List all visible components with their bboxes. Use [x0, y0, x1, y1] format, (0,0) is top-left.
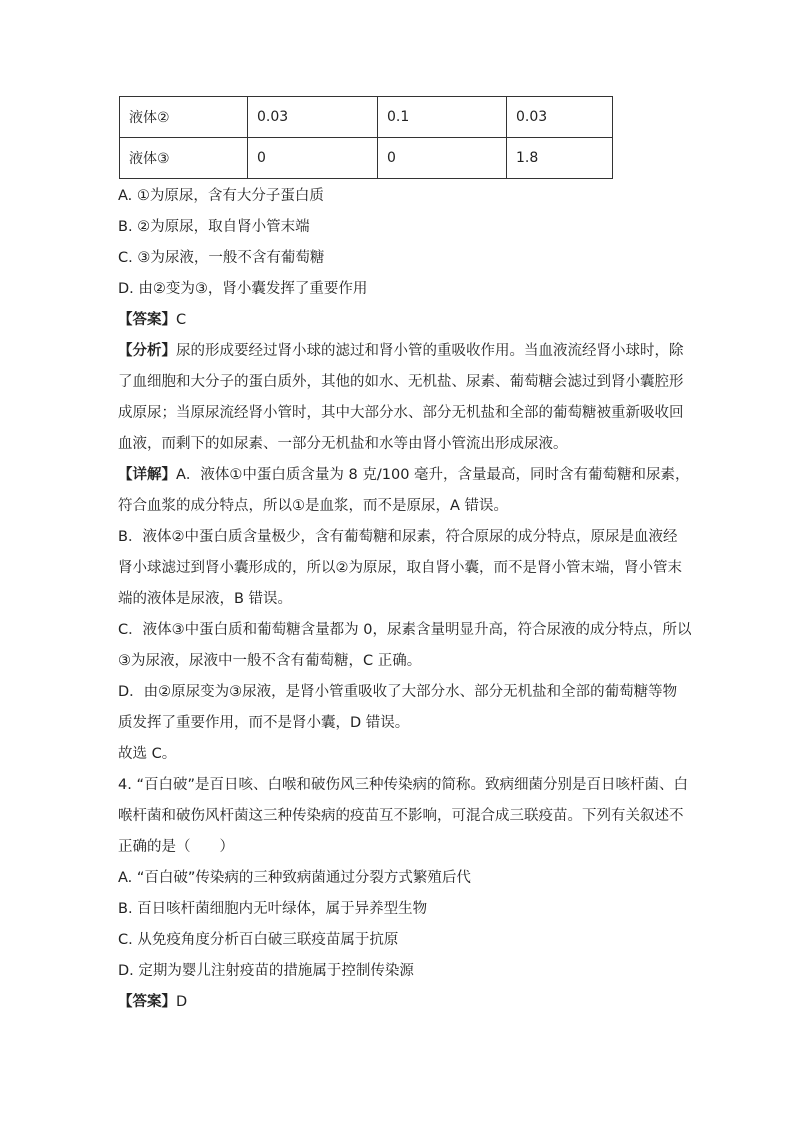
- q3-analysis-line: 成原尿；当原尿流经肾小管时，其中大部分水、部分无机盐和全部的葡萄糖被重新吸收回: [118, 405, 684, 421]
- q3-detail-line: B．液体②中蛋白质含量极少，含有葡萄糖和尿素，符合原尿的成分特点，原尿是血液经: [118, 529, 678, 545]
- q3-answer: [118, 305, 678, 336]
- q4-option-b: B. 百日咳杆菌细胞内无叶绿体，属于异养型生物: [118, 901, 428, 917]
- table-cell: 液体③: [120, 138, 248, 179]
- detail-tag: 【详解】: [118, 467, 176, 483]
- q3-option-c: C. ③为尿液，一般不含有葡萄糖: [118, 250, 325, 266]
- table-cell: 0.1: [378, 97, 507, 138]
- q4-stem-line: 4. “百白破”是百日咳、白喉和破伤风三种传染病的简称。致病细菌分别是百日咳杆菌、白: [118, 777, 688, 793]
- table-cell: 0: [248, 138, 378, 179]
- q3-conclusion: 故选 C。: [118, 746, 177, 762]
- q3-detail-line: 肾小球滤过到肾小囊形成的，所以②为原尿，取自肾小囊，而不是肾小管末端，肾小管末: [118, 560, 682, 576]
- table-row: [120, 97, 613, 138]
- table-cell: 0.03: [507, 97, 613, 138]
- q3-detail-line: 【详解】A．液体①中蛋白质含量为 8 克/100 毫升，含量最高，同时含有葡萄糖和尿素，: [118, 467, 690, 483]
- answer-tag: 【答案】: [118, 312, 176, 328]
- q3-detail-line: 质发挥了重要作用，而不是肾小囊，D 错误。: [118, 715, 410, 731]
- q3-analysis-line: 【分析】尿的形成要经过肾小球的滤过和肾小管的重吸收作用。当血液流经肾小球时，除: [118, 343, 684, 359]
- q3-analysis-line: 血液，而剩下的如尿素、一部分无机盐和水等由肾小管流出形成尿液。: [118, 436, 568, 452]
- table-cell: 0.03: [248, 97, 378, 138]
- table-cell: 液体②: [120, 97, 248, 138]
- q3-analysis-line: 了血细胞和大分子的蛋白质外，其他的如水、无机盐、尿素、葡萄糖会滤过到肾小囊腔形: [118, 374, 684, 390]
- q3-option-d: D. 由②变为③，肾小囊发挥了重要作用: [118, 281, 368, 297]
- q4-stem-line: 喉杆菌和破伤风杆菌这三种传染病的疫苗互不影响，可混合成三联疫苗。下列有关叙述不: [118, 808, 684, 824]
- question-content: [118, 181, 692, 1018]
- q3-option-a: A. ①为原尿，含有大分子蛋白质: [118, 188, 324, 204]
- q3-option-b: B. ②为原尿，取自肾小管末端: [118, 219, 310, 235]
- q3-detail-line: D．由②原尿变为③尿液，是肾小管重吸收了大部分水、部分无机盐和全部的葡萄糖等物: [118, 684, 678, 700]
- table-cell: 1.8: [507, 138, 613, 179]
- q3-detail-line: 端的液体是尿液，B 错误。: [118, 591, 293, 607]
- table-cell: 0: [378, 138, 507, 179]
- q4-option-c: C. 从免疫角度分析百白破三联疫苗属于抗原: [118, 932, 399, 948]
- table-row: [120, 138, 613, 179]
- q3-detail-line: ③为尿液，尿液中一般不含有葡萄糖，C 正确。: [118, 653, 422, 669]
- q3-detail-line: 符合血浆的成分特点，所以①是血浆，而不是原尿，A 错误。: [118, 498, 509, 514]
- q3-detail-line: C．液体③中蛋白质和葡萄糖含量都为 0，尿素含量明显升高，符合尿液的成分特点，所以: [118, 622, 692, 638]
- q4-option-d: D. 定期为婴儿注射疫苗的措施属于控制传染源: [118, 963, 414, 979]
- answer-value: C: [176, 312, 187, 328]
- q4-option-a: A. “百白破”传染病的三种致病菌通过分裂方式繁殖后代: [118, 870, 471, 886]
- q4-stem-line: 正确的是（ ）: [118, 839, 234, 855]
- answer-value: D: [176, 994, 188, 1010]
- q4-answer: [118, 987, 678, 1018]
- answer-tag: 【答案】: [118, 994, 176, 1010]
- fluid-composition-table: [119, 96, 613, 179]
- analysis-tag: 【分析】: [118, 343, 176, 359]
